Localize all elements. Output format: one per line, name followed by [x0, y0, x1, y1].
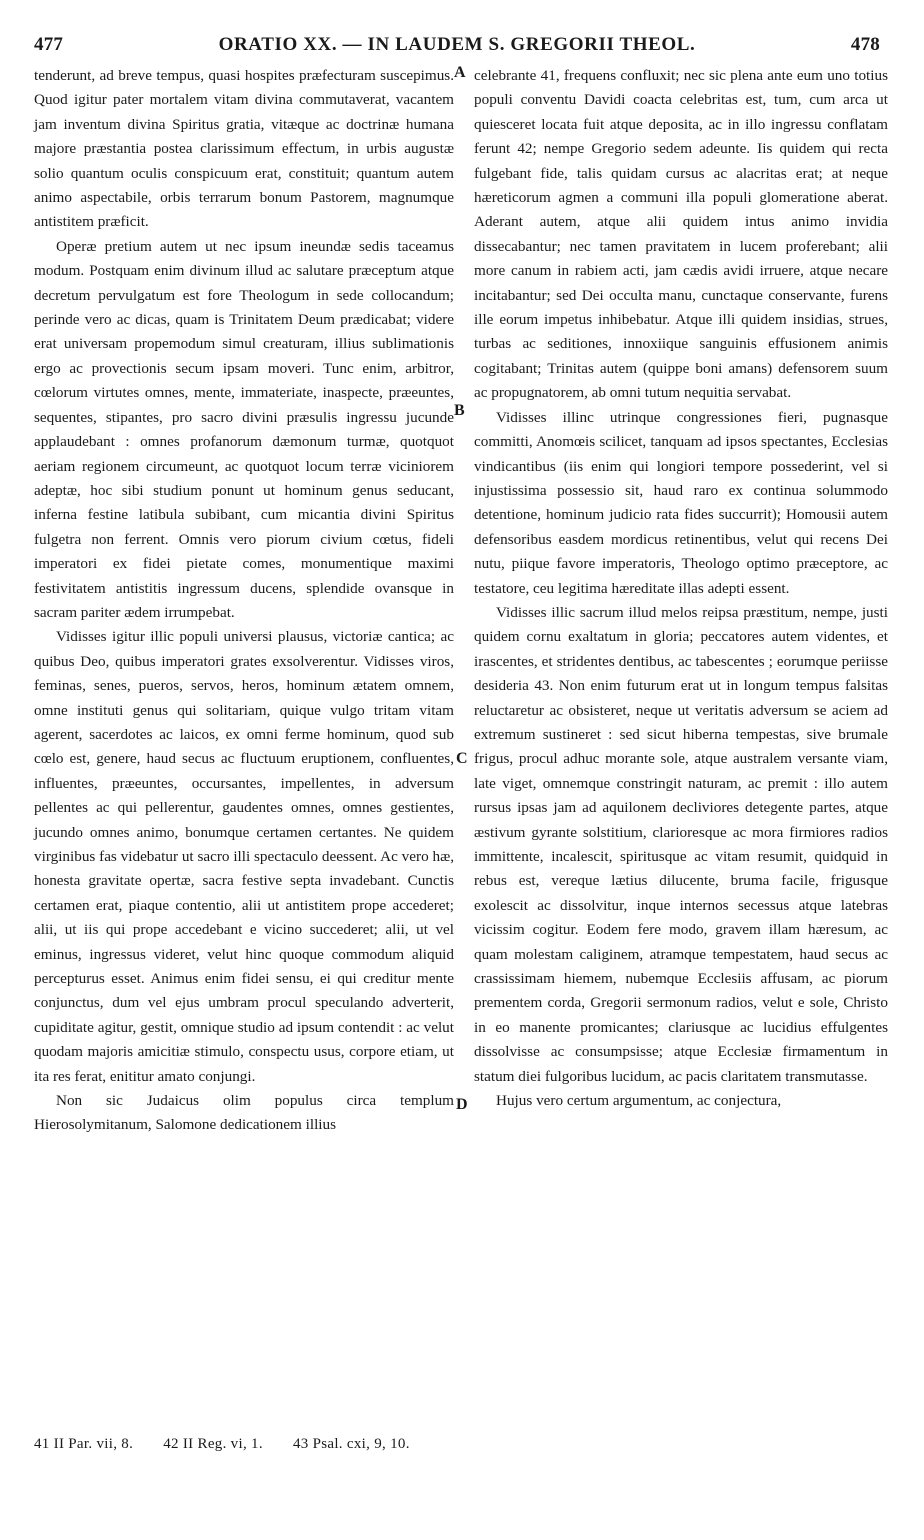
paragraph: Hujus vero certum argumentum, ac conjectura,: [496, 1092, 782, 1110]
page-number-right: 478: [850, 34, 880, 55]
paragraph: Non sic Judaicus olim populus circa templum Hierosolymitanum, Salomone dedicationem illius: [34, 1092, 454, 1134]
paragraph: Vidisses illinc utrinque congressiones fieri, pugnasque committi, Anomœis scilicet, tanquam ad ipsos spectantes, Ecclesias vindicantibus (iis enim qui longiori tempore possederint, vel si injustissima possessio sit, haud raro ex continua solummodo detentione, hominum judicio rata fides succurrit); Homousii autem defensoribus easdem mordicus retinentibus, velut qui recens Dei nutu, piique favore imperatoris, Theologo optimo præceptore, ac testatore, ceu legitima hæreditate illas adepti essent.: [474, 408, 888, 597]
running-title: ORATIO XX. — IN LAUDEM S. GREGORII THEOL.: [218, 34, 696, 55]
section-marker-d: D: [456, 1096, 468, 1113]
footnote: 41 II Par. vii, 8.: [34, 1436, 134, 1452]
footnote: 42 II Reg. vi, 1.: [163, 1436, 263, 1452]
left-column: [34, 64, 454, 1138]
section-marker-c: C: [456, 750, 468, 767]
paragraph: celebrante 41, frequens confluxit; nec sic plena ante eum uno totius populi conventu Davidi coacta celebritas est, tum, cum arca ut quiesceret locata fuit atque deposita, ac in illo ingressu conflatam ferunt 42; nempe Gregorio sedem adeunte. Iis quidem qui recta fulgebant fide, talis quidam cursus ac alacritas erat; at neque hæreticorum agmen a communi illa populi glomeratione aberat. Aderant autem, atque alii quidem intus animo invidia dissecabantur; nec tamen pravitatem in lucem proferebant; alii more canum in rabiem acti, jam cædis avidi irruere, atque necare incitabantur; sed Dei occulta manu, cunctaque conservante, furens ille eorum impetus inhibebatur. Atque illi quidem insidias, strues, turbas ac seditiones, innoxiique sanguinis effusionem animis cogitabant; Trinitas autem (quippe boni amans) defensorem suum ac propugnatorem, ab omni tutum nequitia servabat.: [474, 67, 888, 402]
running-header: [34, 34, 880, 60]
footnotes: [34, 1436, 436, 1453]
right-column: [474, 64, 888, 1113]
paragraph: Vidisses igitur illic populi universi plausus, victoriæ cantica; ac quibus Deo, quibus imperatori grates exsolverentur. Vidisses viros, feminas, senes, pueros, servos, heros, hominum ætatem omnem, omne instituti genus qui solitariam, quique vulgo tritam vitam agerent, sacerdotes ac laicos, ex omni ferme hominum, quod sub cœlo est, genere, haud secus ac fluctuum eruptionem, confluentes, influentes, præeuntes, occursantes, impellentes, in adversum pellentes ac qui pellerentur, gaudentes omnes, omnes gestientes, jucundo omnes animo, bonumque certamen certantes. Ne quidem virginibus fas videbatur ut sacro illi spectaculo deessent. Ac vero hæ, honesta gravitate opertæ, sacra festive septa invadebant. Cunctis certamen erat, piaque contentio, alii ut antistitem prope accederet; alii, ut iis qui prope accedebant e vicino succederet; alii, ut vel eminus, ingressus videret, velut hinc quoque commodum aliquid percepturus esset. Animus enim fidei sensu, ei qui creditur mente conjunctus, dum vel ejus umbram procul speculando adverterit, cupiditate agitur, gestit, omnique studio ad ipsum contendit : ac velut quodam majoris amicitiæ stimulo, conspectu usus, corpore etiam, ut ita res ferat, enititur amato conjungi.: [34, 628, 454, 1085]
paragraph: Operæ pretium autem ut nec ipsum ineundæ sedis taceamus modum. Postquam enim divinum illud ac salutare præceptum atque decretum pervulgatum est fore Theologum in sede collocandum; perinde vero ac dicas, quam is Trinitatem Deum prædicabat; videre erat universam propemodum simul creaturam, illius sublimationis ergo ac provectionis secum ipsam moveri. Tunc enim, arbitror, cœlorum virtutes omnes, mente, immateriate, inaspecte, præeuntes, sequentes, stipantes, pro sacro divini præsulis ingressu jucunde applaudebant : omnes profanorum dæmonum turmæ, quotquot aeriam regionem circumeunt, ac quotquot locum terræ viciniorem adeptæ, hoc sibi studium ponunt ut hominum genus seducant, inferna festine latibula subibant, cum micantia divini Spiritus fulgetra non ferrent. Omnis vero piorum civium cœtus, fideli imperatori ex fidei pietate comes, monumentique maximi festivitatem antistitis ingressum ducens, splendide ovansque in sacram pariter ædem irrumpebat.: [34, 237, 454, 621]
footnote: 43 Psal. cxi, 9, 10.: [292, 1436, 410, 1452]
section-marker-a: A: [454, 64, 466, 81]
page-number-left: 477: [34, 34, 64, 55]
section-marker-b: B: [454, 402, 465, 419]
paragraph: tenderunt, ad breve tempus, quasi hospites præfecturam suscepimus. Quod igitur pater mortalem vitam divina commutaverat, vacantem jam inventum divina Spiritus gratia, vitæque ac doctrinæ humana majore præstantia postea clarissimum effectum, in urbis augustæ solio quantum oculis conspicuum erat, constituit; quantum autem animo aspectabile, orbis terrarum bonum Pastorem, magnumque antistitem præficit.: [34, 67, 454, 231]
paragraph: Vidisses illic sacrum illud melos reipsa præstitum, nempe, justi quidem cornu exaltatum in gloria; peccatores autem videntes, et irascentes, et stridentes dentibus, ac tabescentes ; eorumque periisse desideria 43. Non enim futurum erat ut in longum tempus falsitas reluctaretur ac obsisteret, neque ut veritatis adversum se aciem ad extremum sustineret : sed sicut hiberna tempestas, sive brumale frigus, procul adhuc morante sole, atque australem versante viam, late viget, omnemque constringit naturam, ac premit : illo autem rursus ipsas jam ad aquilonem decliviores detegente partes, atque æstivum gyrante solstitium, clarioresque ac mora firmiores radios immittente, incalescit, spiritusque ac vitam resumit, quidquid in rebus est, vereque lætius dilucente, bruma facile, frigusque exolescit ac dissolvitur, inque internos secessus atque latebras vicissim cogitur. Eodem fere modo, gravem illam hæresum, ac quam molestam caliginem, atramque tempestatem, haud secus ac crassissimam hiemem, nubemque Ecclesiis affusam, ac piorum prementem corda, Gregorii sermonum radios, velut e sole, Christo in eo manente promicantes; clariusque ac lucidius effulgentes dissolvisse ac consumpsisse; atque Ecclesiæ firmamentum in statum diei fulgoribus lucidum, ac pacis claritatem transmutasse.: [474, 603, 888, 1085]
